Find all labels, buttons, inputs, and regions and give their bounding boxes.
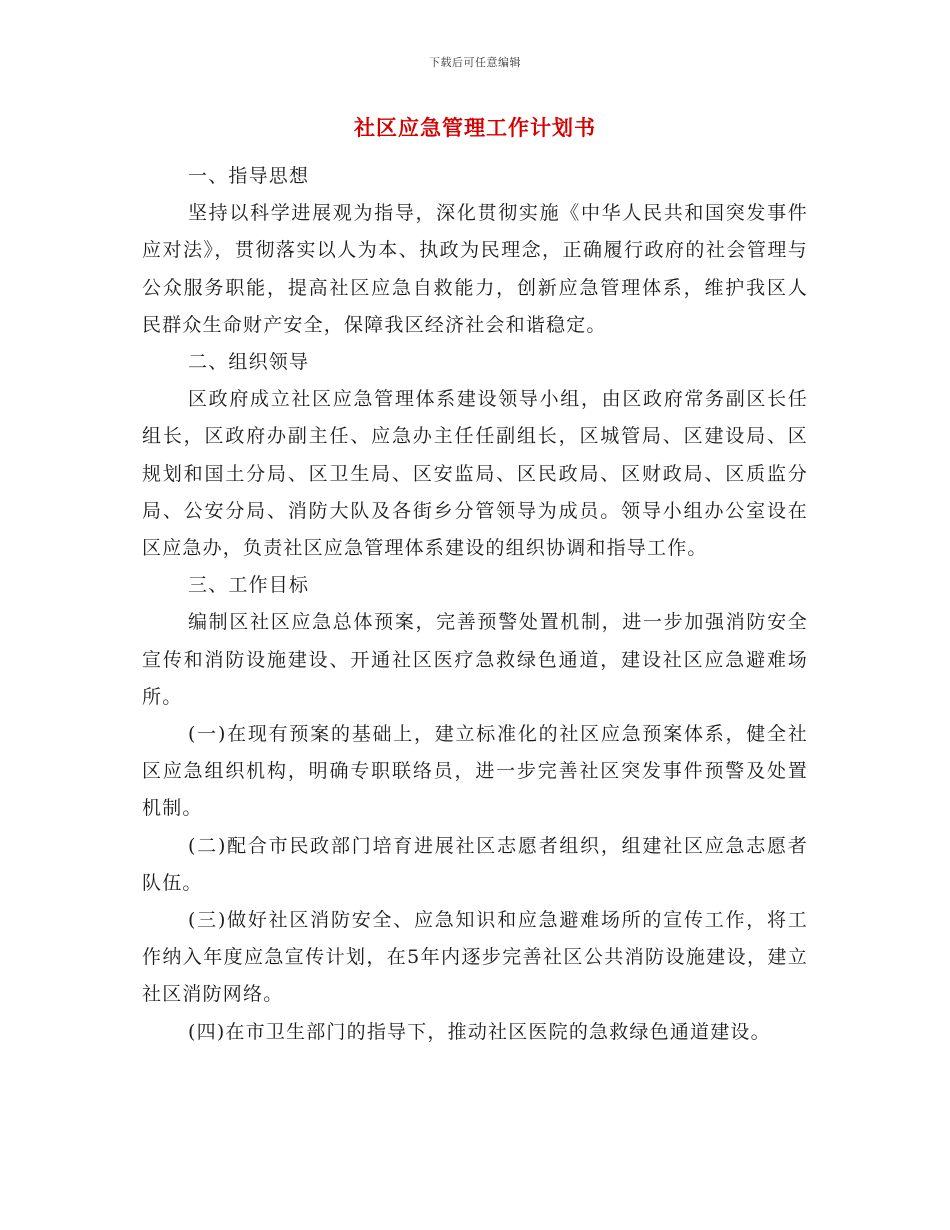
paragraph-organization: 区政府成立社区应急管理体系建设领导小组，由区政府常务副区长任组长，区政府办副主任、应急办主任任副组长，区城管局、区建设局、区规划和国土分局、区卫生局、区安监局、区民政局、区财政局、区质监分局、公安分局、消防大队及各街乡分管领导为成员。领导小组办公室设在区应急办，负责社区应急管理体系建设的组织协调和指导工作。 [142,388,808,560]
list-item-goal-3: (三)做好社区消防安全、应急知识和应急避难场所的宣传工作，将工作纳入年度应急宣传计划，在5年内逐步完善社区公共消防设施建设，建立社区消防网络。 [142,909,808,1006]
document-title: 社区应急管理工作计划书 [354,115,596,140]
section-heading-work-goals: 三、工作目标 [188,574,310,597]
list-item-goal-1: (一)在现有预案的基础上，建立标准化的社区应急预案体系，健全社区应急组织机构，明确专职联络员，进一步完善社区突发事件预警及处置机制。 [142,723,808,820]
paragraph-work-goals: 编制区社区应急总体预案，完善预警处置机制，进一步加强消防安全宣传和消防设施建设、开通社区医疗急救绿色通道，建设社区应急避难场所。 [142,611,808,708]
document-body [142,158,808,1051]
list-item-goal-2: (二)配合市民政部门培育进展社区志愿者组织，组建社区应急志愿者队伍。 [142,834,808,894]
header-note: 下载后可任意编辑 [429,56,521,69]
section-heading-organization: 二、组织领导 [188,351,310,374]
paragraph-guiding-ideology: 坚持以科学进展观为指导，深化贯彻实施《中华人民共和国突发事件应对法》，贯彻落实以人为本、执政为民理念，正确履行政府的社会管理与公众服务职能，提高社区应急自救能力，创新应急管理体系，维护我区人民群众生命财产安全，保障我区经济社会和谐稳定。 [142,202,808,336]
section-heading-guiding-ideology: 一、指导思想 [188,165,310,187]
list-item-goal-4: (四)在市卫生部门的指导下，推动社区医院的急救绿色通道建设。 [188,1020,771,1043]
